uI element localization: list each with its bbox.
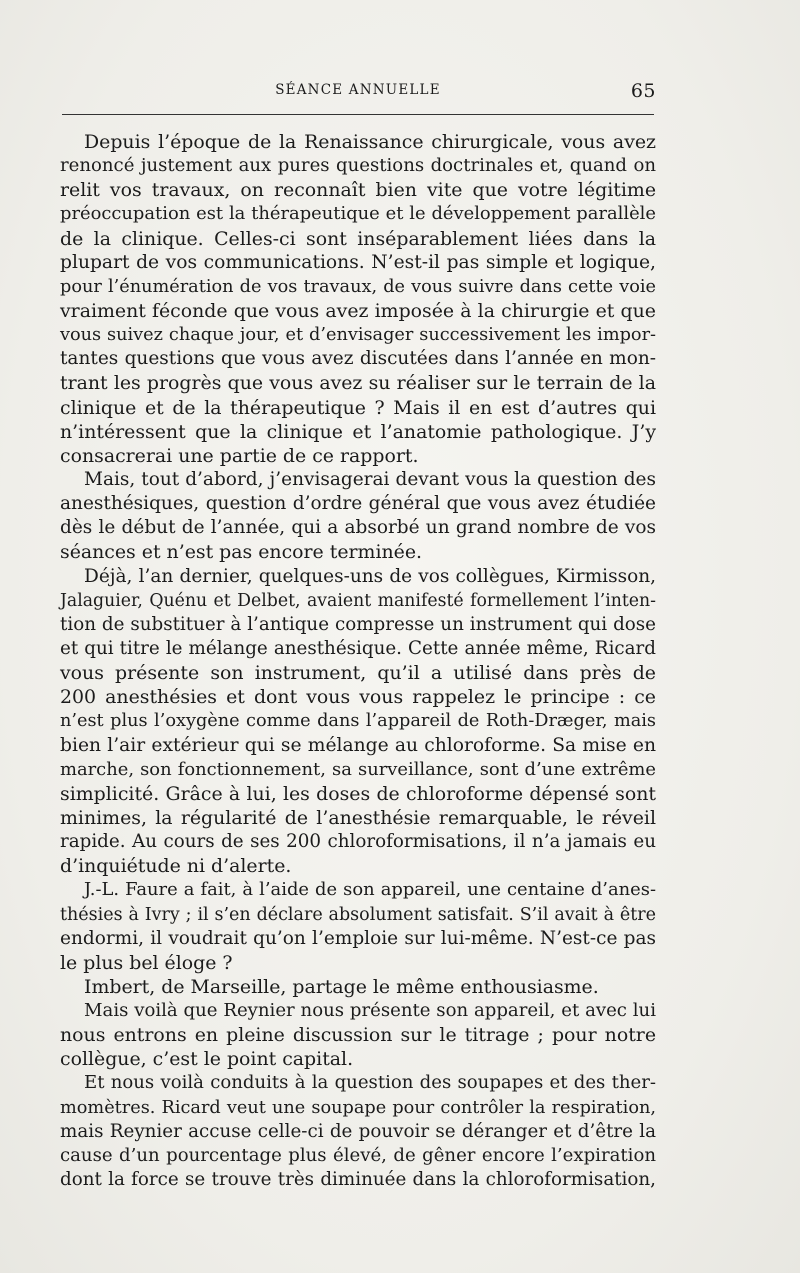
text-line: de la clinique. Celles-ci sont inséparablement liées dans la — [60, 227, 656, 250]
text-line: dès le début de l’année, qui a absorbé un grand nombre de vos — [60, 517, 656, 539]
body-text — [60, 130, 656, 1192]
text-line: tion de substituer à l’antique compresse un instrument qui dose — [60, 613, 656, 635]
text-line: dont la force se trouve très diminuée dans la chloroformisation, — [60, 1169, 656, 1191]
text-line: bien l’air extérieur qui se mélange au chloroforme. Sa mise en — [60, 734, 656, 756]
text-line: 200 anesthésies et dont vous vous rappelez le principe : ce — [60, 686, 656, 709]
text-line: séances et n’est pas encore terminée. — [60, 541, 423, 564]
text-line: pour l’énumération de vos travaux, de vous suivre dans cette voie — [60, 276, 656, 297]
text-line: plupart de vos communications. N’est-il pas simple et logique, — [60, 251, 656, 273]
text-line: marche, son fonctionnement, sa surveillance, sont d’une extrême — [60, 758, 656, 780]
text-line: J.-L. Faure a fait, à l’aide de son appareil, une centaine d’anes- — [84, 879, 656, 901]
text-line: rapide. Au cours de ses 200 chloroformisations, il n’a jamais eu — [60, 831, 656, 853]
text-line: nous entrons en pleine discussion sur le titrage ; pour notre — [60, 1024, 656, 1047]
text-line: Jalaguier, Quénu et Delbet, avaient manifesté formellement l’inten- — [60, 590, 656, 611]
running-title: SÉANCE ANNUELLE — [275, 82, 441, 98]
text-line: Mais, tout d’abord, j’envisagerai devant vous la question des — [84, 468, 656, 490]
text-line: Imbert, de Marseille, partage le même enthousiasme. — [84, 975, 599, 998]
text-line: vraiment féconde que vous avez imposée à la chirurgie et que — [60, 299, 656, 322]
header-rule — [62, 114, 654, 115]
text-line: renoncé justement aux pures questions doctrinales et, quand on — [60, 155, 656, 177]
text-line: vous présente son instrument, qu’il a utilisé dans près de — [60, 662, 656, 685]
text-line: simplicité. Grâce à lui, les doses de chloroforme dépensé sont — [60, 782, 656, 805]
text-line: et qui titre le mélange anesthésique. Cette année même, Ricard — [60, 637, 656, 659]
text-line: relit vos travaux, on reconnaît bien vite que votre légitime — [60, 179, 656, 202]
running-header — [60, 80, 656, 102]
text-line: d’inquiétude ni d’alerte. — [60, 855, 292, 878]
text-line: collègue, c’est le point capital. — [60, 1048, 354, 1071]
text-line: le plus bel éloge ? — [60, 951, 233, 974]
page-number: 65 — [630, 80, 656, 102]
text-line: anesthésiques, question d’ordre général que vous avez étudiée — [60, 493, 656, 515]
text-line: cause d’un pourcentage plus élevé, de gêner encore l’expiration — [60, 1144, 656, 1166]
text-line: momètres. Ricard veut une soupape pour contrôler la respiration, — [60, 1097, 656, 1118]
text-line: Déjà, l’an dernier, quelques-uns de vos collègues, Kirmisson, — [84, 565, 656, 587]
text-line: Et nous voilà conduits à la question des soupapes et des ther- — [84, 1072, 656, 1094]
text-line: vous suivez chaque jour, et d’envisager successivement les impor- — [60, 325, 656, 346]
text-line: minimes, la régularité de l’anesthésie remarquable, le réveil — [60, 806, 656, 829]
text-line: mais Reynier accuse celle-ci de pouvoir se déranger et d’être la — [60, 1120, 656, 1142]
text-line: thésies à Ivry ; il s’en déclare absolument satisfait. S’il avait à être — [60, 904, 656, 925]
text-line: clinique et de la thérapeutique ? Mais il en est d’autres qui — [60, 396, 656, 419]
text-line: Mais voilà que Reynier nous présente son appareil, et avec lui — [84, 1000, 656, 1022]
text-line: trant les progrès que vous avez su réaliser sur le terrain de la — [60, 372, 656, 395]
text-line: Depuis l’époque de la Renaissance chirurgicale, vous avez — [84, 131, 656, 153]
text-line: tantes questions que vous avez discutées dans l’année en mon- — [60, 348, 656, 370]
text-line: endormi, il voudrait qu’on l’emploie sur lui-même. N’est-ce pas — [60, 927, 656, 949]
text-line: préoccupation est la thérapeutique et le développement parallèle — [60, 203, 656, 225]
text-line: n’intéressent que la clinique et l’anatomie pathologique. J’y — [60, 420, 656, 443]
text-line: n’est plus l’oxygène comme dans l’appareil de Roth-Dræger, mais — [60, 711, 656, 732]
text-line: consacrerai une partie de ce rapport. — [60, 444, 419, 467]
